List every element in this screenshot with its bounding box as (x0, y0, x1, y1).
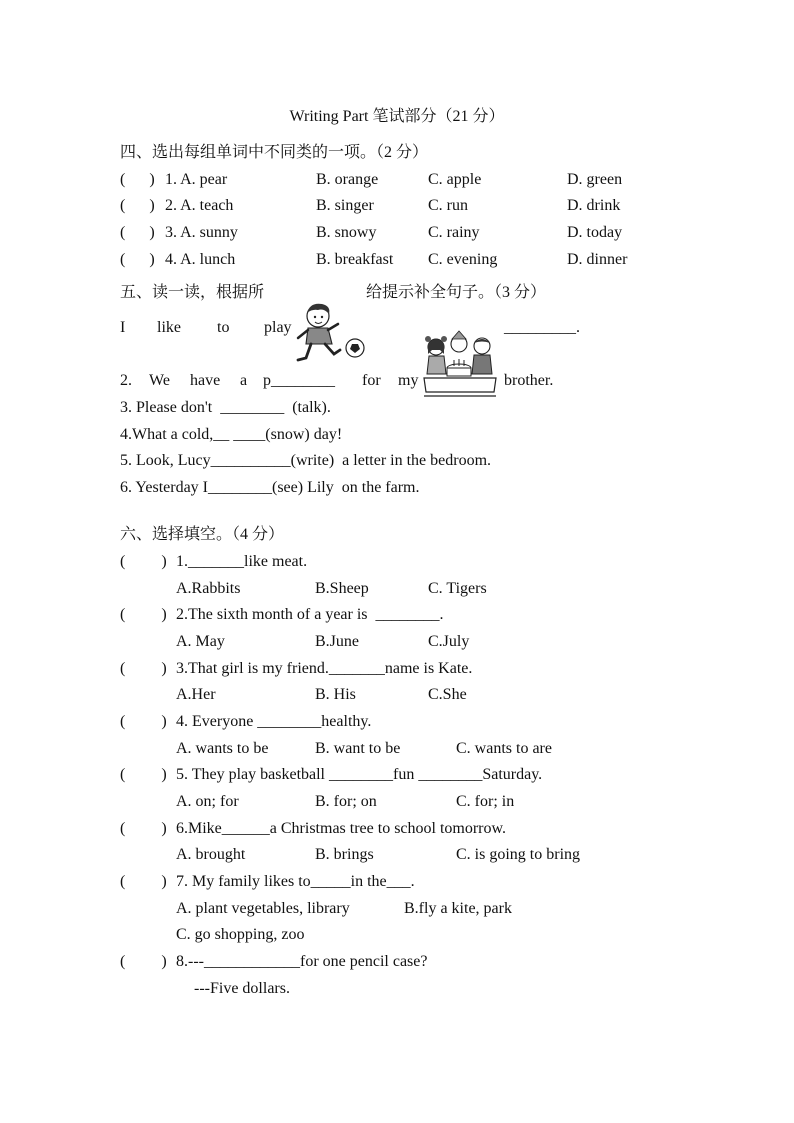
s6-q7-option-a: A. plant vegetables, library (176, 900, 350, 917)
s5-q2-word: p________ (263, 372, 335, 389)
s6-q2-option-c: C.July (428, 633, 470, 650)
s6-q8: 8.---____________for one pencil case? (176, 953, 428, 970)
answer-bracket: ( ) (120, 171, 155, 188)
answer-bracket: ( ) (120, 606, 167, 623)
answer-bracket: ( ) (120, 197, 155, 214)
s6-q5-option-c: C. for; in (456, 793, 515, 810)
section5-heading-start: 五、读一读，根据所 (120, 284, 265, 301)
s6-q4: 4. Everyone ________healthy. (172, 713, 372, 730)
s4-item-4-b: B. breakfast (316, 251, 394, 268)
birthday-kids-illustration (418, 330, 500, 400)
s5-q5: 5. Look, Lucy__________(write) a letter in the bedroom. (120, 452, 492, 469)
page-title: Writing Part 笔试部分（21 分） (289, 108, 505, 125)
answer-bracket: ( ) (120, 660, 167, 677)
s5-q3: 3. Please don't ________ (talk). (120, 399, 331, 416)
s4-item-2-b: B. singer (316, 197, 374, 214)
s5-q2-word: for (362, 372, 381, 389)
s6-q4-option-a: A. wants to be (176, 740, 269, 757)
s5-q1-word: like (157, 319, 181, 336)
answer-bracket: ( ) (120, 713, 167, 730)
s4-item-3-b: B. snowy (316, 224, 377, 241)
s6-q3-option-a: A.Her (176, 686, 216, 703)
s6-q2-option-b: B.June (315, 633, 359, 650)
boy-football-illustration (294, 302, 370, 368)
answer-bracket: ( ) (120, 953, 167, 970)
s4-item-3-c: C. rainy (428, 224, 480, 241)
s4-item-1-b: B. orange (316, 171, 379, 188)
section5-heading-end: 给提示补全句子。（3 分） (366, 284, 547, 301)
s6-q4-option-c: C. wants to are (456, 740, 552, 757)
s5-q4: 4.What a cold,__ ____(snow) day! (120, 426, 343, 443)
answer-bracket: ( ) (120, 766, 167, 783)
answer-bracket: ( ) (120, 251, 155, 268)
s6-q1-option-b: B.Sheep (315, 580, 369, 597)
s4-item-4-d: D. dinner (567, 251, 628, 268)
answer-bracket: ( ) (120, 873, 167, 890)
section4-heading: 四、选出每组单词中不同类的一项。（2 分） (120, 144, 429, 161)
s5-q2-word: 2. (120, 372, 132, 389)
s6-q2-option-a: A. May (176, 633, 225, 650)
s4-item-2-a: 2. A. teach (165, 197, 234, 214)
s6-q1-option-c: C. Tigers (428, 580, 487, 597)
s4-item-1-c: C. apple (428, 171, 482, 188)
s6-q3: 3.That girl is my friend._______name is Kate. (176, 660, 473, 677)
answer-bracket: ( ) (120, 820, 167, 837)
s6-q6-option-a: A. brought (176, 846, 246, 863)
s5-q2-word: a (240, 372, 248, 389)
section6-heading: 六、选择填空。（4 分） (120, 526, 285, 543)
s6-q7: 7. My family likes to_____in the___. (176, 873, 415, 890)
answer-bracket: ( ) (120, 224, 155, 241)
s5-q2-word: We (149, 372, 170, 389)
s6-q5-option-b: B. for; on (315, 793, 377, 810)
s6-q5-option-a: A. on; for (176, 793, 239, 810)
s5-q1-word: play (264, 319, 292, 336)
s6-q5: 5. They play basketball ________fun ________Saturday. (172, 766, 543, 783)
s4-item-2-c: C. run (428, 197, 468, 214)
s6-q6: 6.Mike______a Christmas tree to school tomorrow. (176, 820, 507, 837)
s4-item-3-d: D. today (567, 224, 623, 241)
s5-q1-word: to (217, 319, 230, 336)
s6-q2: 2.The sixth month of a year is ________. (176, 606, 444, 623)
s4-item-1-a: 1. A. pear (165, 171, 228, 188)
s6-q6-option-c: C. is going to bring (456, 846, 581, 863)
s4-item-2-d: D. drink (567, 197, 621, 214)
s6-q7-option-c: C. go shopping, zoo (176, 926, 305, 943)
s6-q7-option-b: B.fly a kite, park (404, 900, 512, 917)
s5-q2-word: have (190, 372, 221, 389)
s6-q3-option-b: B. His (315, 686, 356, 703)
s4-item-4-a: 4. A. lunch (165, 251, 236, 268)
s5-q6: 6. Yesterday I________(see) Lily on the farm. (120, 479, 420, 496)
s6-q6-option-b: B. brings (315, 846, 374, 863)
s6-q3-option-c: C.She (428, 686, 467, 703)
s4-item-1-d: D. green (567, 171, 623, 188)
s4-item-4-c: C. evening (428, 251, 498, 268)
s6-q4-option-b: B. want to be (315, 740, 401, 757)
s6-q1-option-a: A.Rabbits (176, 580, 241, 597)
s6-q8-answer: ---Five dollars. (194, 980, 290, 997)
s5-q2-end: brother. (504, 372, 554, 389)
s5-q1-blank: _________. (504, 319, 580, 336)
s5-q2-word: my (398, 372, 419, 389)
s4-item-3-a: 3. A. sunny (165, 224, 238, 241)
s6-q1: 1._______like meat. (176, 553, 308, 570)
answer-bracket: ( ) (120, 553, 167, 570)
s5-q1-word: I (120, 319, 126, 336)
